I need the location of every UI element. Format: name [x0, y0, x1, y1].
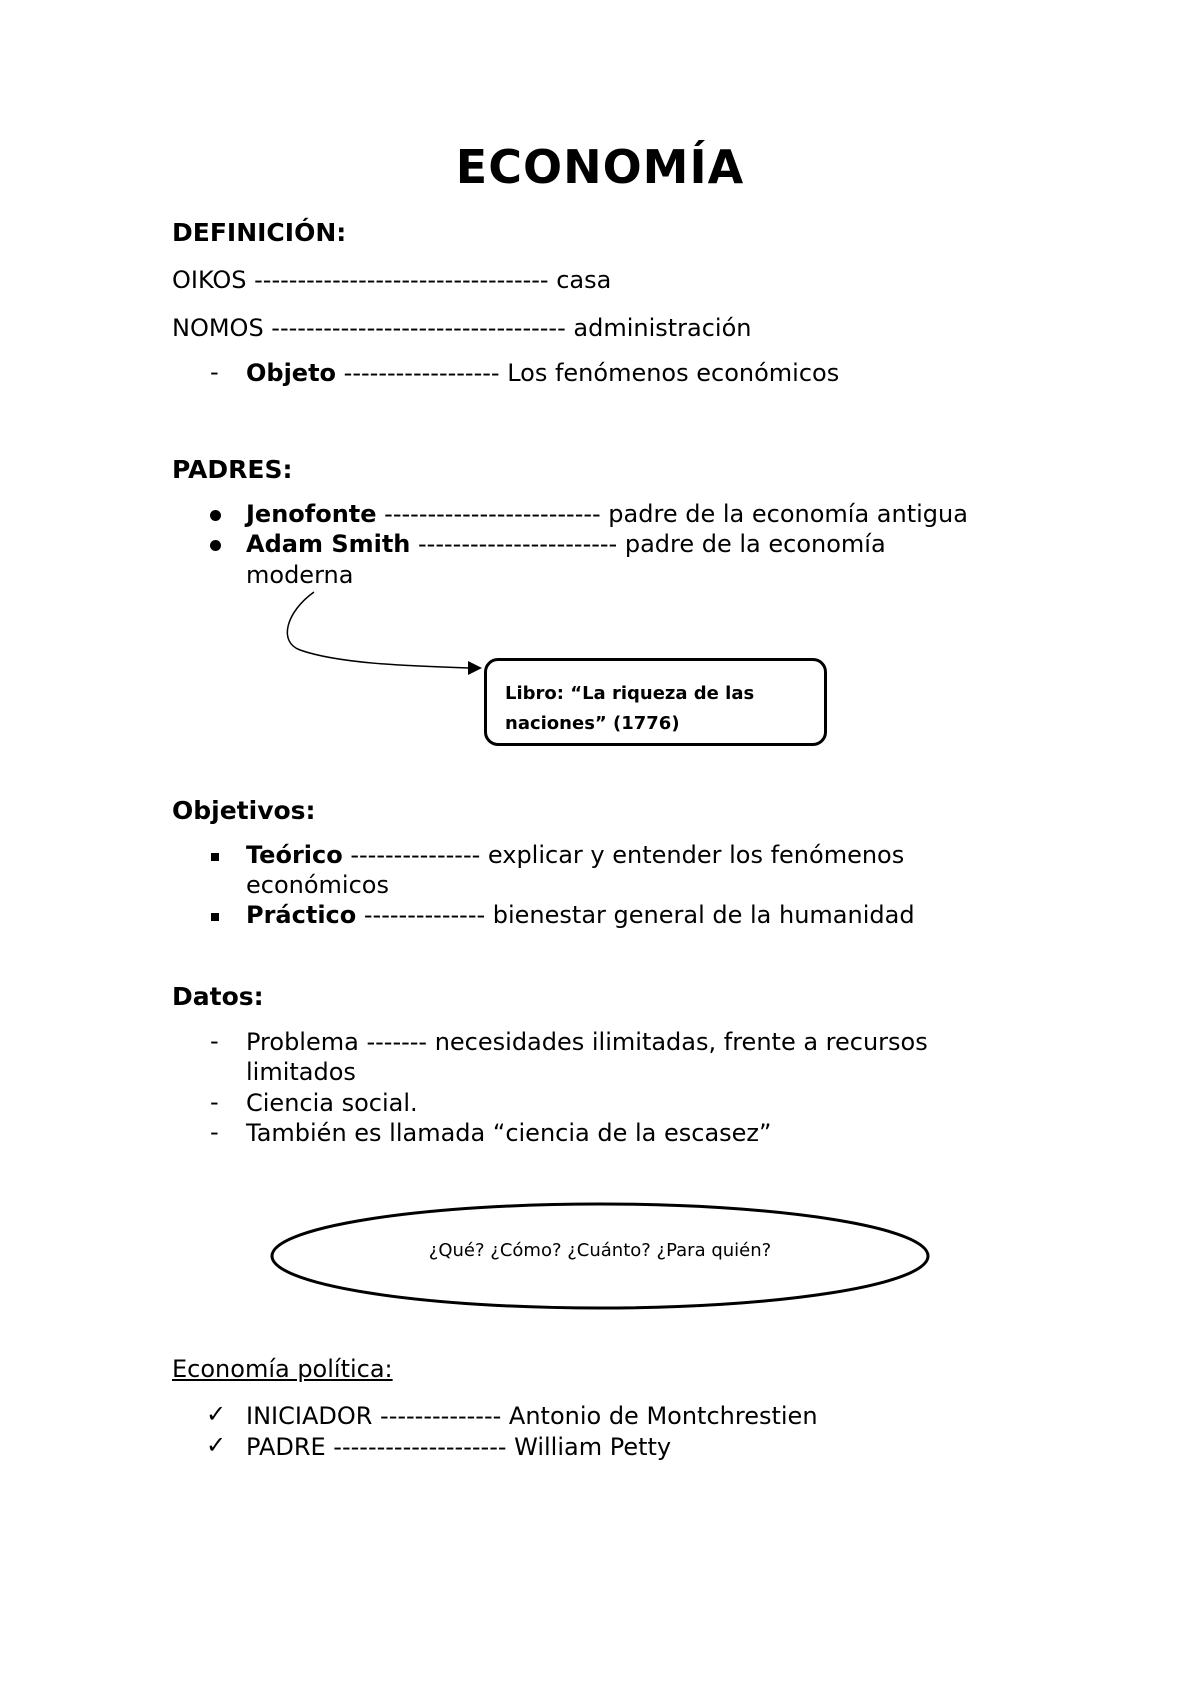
square-bullet-icon — [211, 853, 219, 861]
curved-arrow — [287, 592, 470, 668]
padres-heading: PADRES: — [172, 455, 293, 484]
check-icon: ✓ — [206, 1400, 227, 1428]
objetivo-practico — [246, 900, 915, 931]
datos-dash: - — [210, 1088, 219, 1116]
datos-item: También es llamada “ciencia de la escasez” — [246, 1119, 772, 1147]
datos-item-cont: limitados — [246, 1058, 356, 1086]
arrow-head — [468, 661, 482, 675]
check-icon: ✓ — [206, 1431, 227, 1459]
objetivo-name: Teórico — [246, 841, 343, 869]
padre-name: Jenofonte — [246, 500, 377, 528]
oikos-line: OIKOS ---------------------------------- casa — [172, 266, 612, 294]
book-callout-box — [484, 658, 827, 746]
questions-text: ¿Qué? ¿Cómo? ¿Cuánto? ¿Para quién? — [428, 1240, 772, 1261]
padre-desc: ------------------------- padre de la economía antigua — [376, 500, 968, 528]
economia-politica-item: PADRE -------------------- William Petty — [246, 1433, 672, 1461]
economia-politica-item: INICIADOR -------------- Antonio de Montchrestien — [246, 1402, 818, 1430]
nomos-line: NOMOS ---------------------------------- administración — [172, 314, 752, 342]
square-bullet-icon — [211, 913, 219, 921]
padre-adam-smith-cont: moderna — [246, 561, 354, 589]
datos-item: Problema ------- necesidades ilimitadas, frente a recursos — [246, 1028, 928, 1056]
datos-item: Ciencia social. — [246, 1089, 418, 1117]
datos-dash: - — [210, 1118, 219, 1146]
padre-desc: ----------------------- padre de la economía — [410, 530, 886, 558]
objetivo-teorico-cont: económicos — [246, 871, 389, 899]
objetivo-teorico — [246, 840, 904, 871]
economia-politica-heading: Economía política: — [172, 1355, 393, 1383]
objeto-text: ------------------ Los fenómenos económicos — [336, 359, 840, 387]
definicion-heading: DEFINICIÓN: — [172, 218, 347, 247]
objetivos-heading: Objetivos: — [172, 796, 316, 825]
objeto-dash: - — [210, 358, 219, 386]
objeto-label: Objeto — [246, 359, 337, 387]
datos-heading: Datos: — [172, 982, 264, 1011]
padre-name: Adam Smith — [246, 530, 411, 558]
objetivo-name: Práctico — [246, 901, 357, 929]
objetivo-desc: --------------- explicar y entender los fenómenos — [342, 841, 905, 869]
datos-dash: - — [210, 1027, 219, 1055]
objetivo-desc: -------------- bienestar general de la humanidad — [356, 901, 915, 929]
book-callout-text: Libro: “La riqueza de las naciones” (1776) — [505, 683, 755, 734]
page-title: ECONOMÍA — [455, 140, 745, 194]
